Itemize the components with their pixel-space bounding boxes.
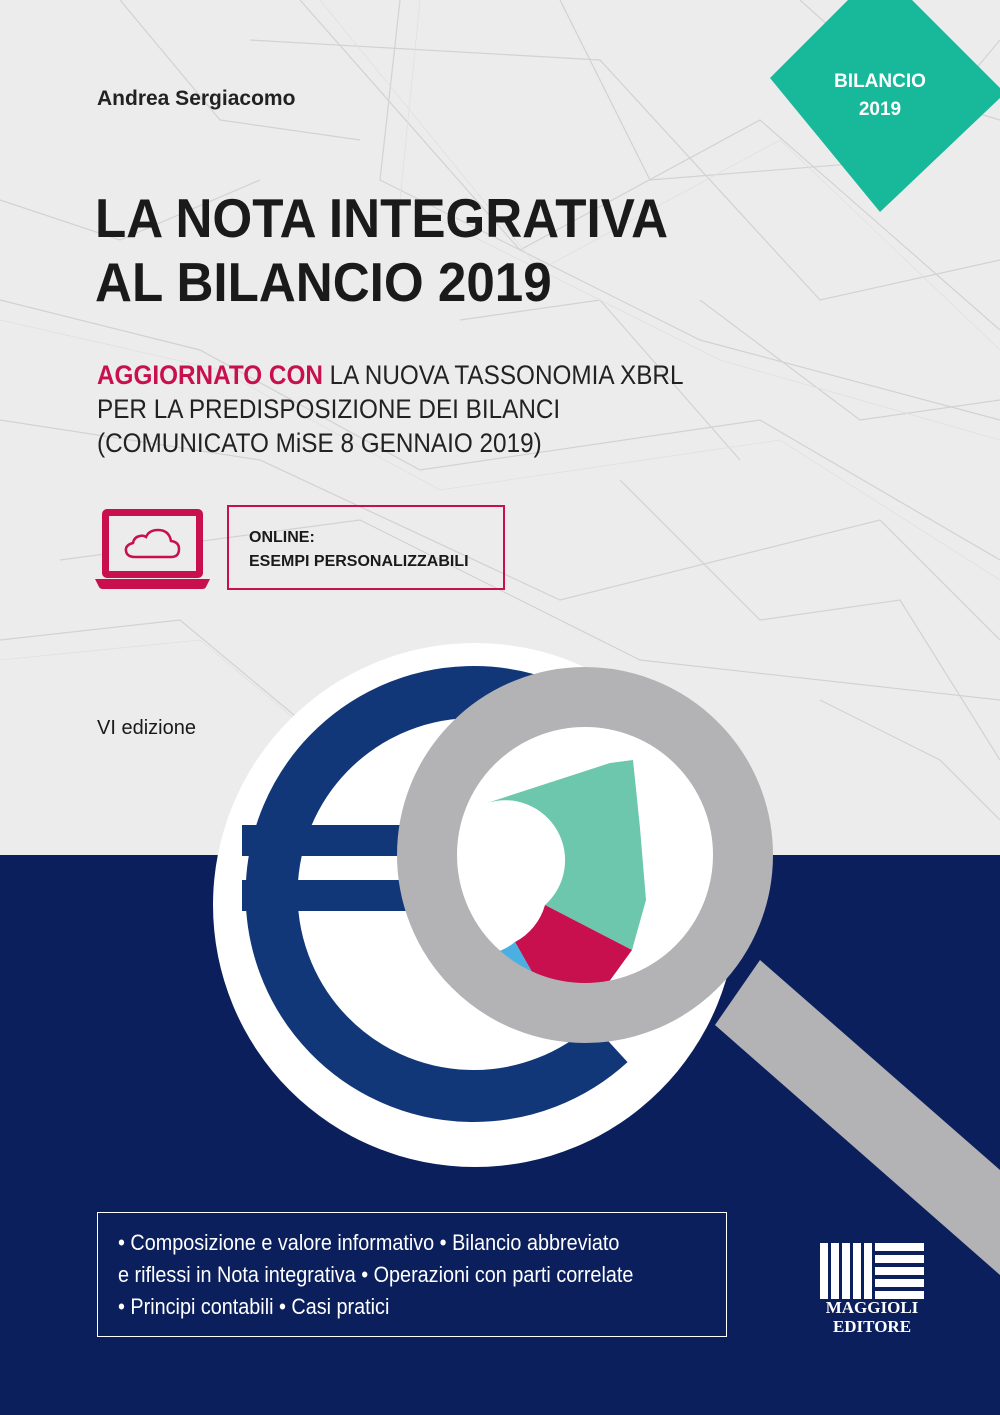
title-line-2: AL BILANCIO 2019 [95,251,552,313]
online-extras-box [227,505,505,590]
subtitle-line-2: PER LA PREDISPOSIZIONE DEI BILANCI [97,394,561,424]
subtitle-line-3: (COMUNICATO MiSE 8 GENNAIO 2019) [97,428,542,458]
publisher-line-1: MAGGIOLI [825,1298,919,1317]
topics-line: e riflessi in Nota integrativa • Operazioni con parti correlate [118,1262,634,1287]
badge-line-2: 2019 [858,99,902,120]
publisher-logo [818,1243,926,1338]
publisher-name [818,1298,926,1336]
magnifier-handle [715,960,1000,1275]
topics-list [118,1227,712,1323]
online-line-1: ONLINE: [249,529,315,546]
book-subtitle [97,358,727,460]
topics-line: • Principi contabili • Casi pratici [118,1294,390,1319]
subtitle-line-1-rest: LA NUOVA TASSONOMIA XBRL [322,360,684,390]
subtitle-line-1 [97,358,727,392]
online-extras-text [249,526,469,574]
author-name: Andrea Sergiacomo [97,87,296,110]
book-title [95,186,746,314]
badge-label [820,68,940,124]
edition-label: VI edizione [97,717,196,739]
maggioli-logo-icon [818,1243,926,1299]
laptop-cloud-icon [95,508,210,590]
topics-line: • Composizione e valore informativo • Bilancio abbreviato [118,1230,620,1255]
online-line-2: ESEMPI PERSONALIZZABILI [249,553,469,570]
badge-line-1: BILANCIO [834,71,926,92]
subtitle-highlight: AGGIORNATO CON [97,360,323,390]
title-line-1: LA NOTA INTEGRATIVA [95,187,669,249]
topics-box [97,1212,727,1337]
publisher-line-2: EDITORE [832,1317,912,1336]
